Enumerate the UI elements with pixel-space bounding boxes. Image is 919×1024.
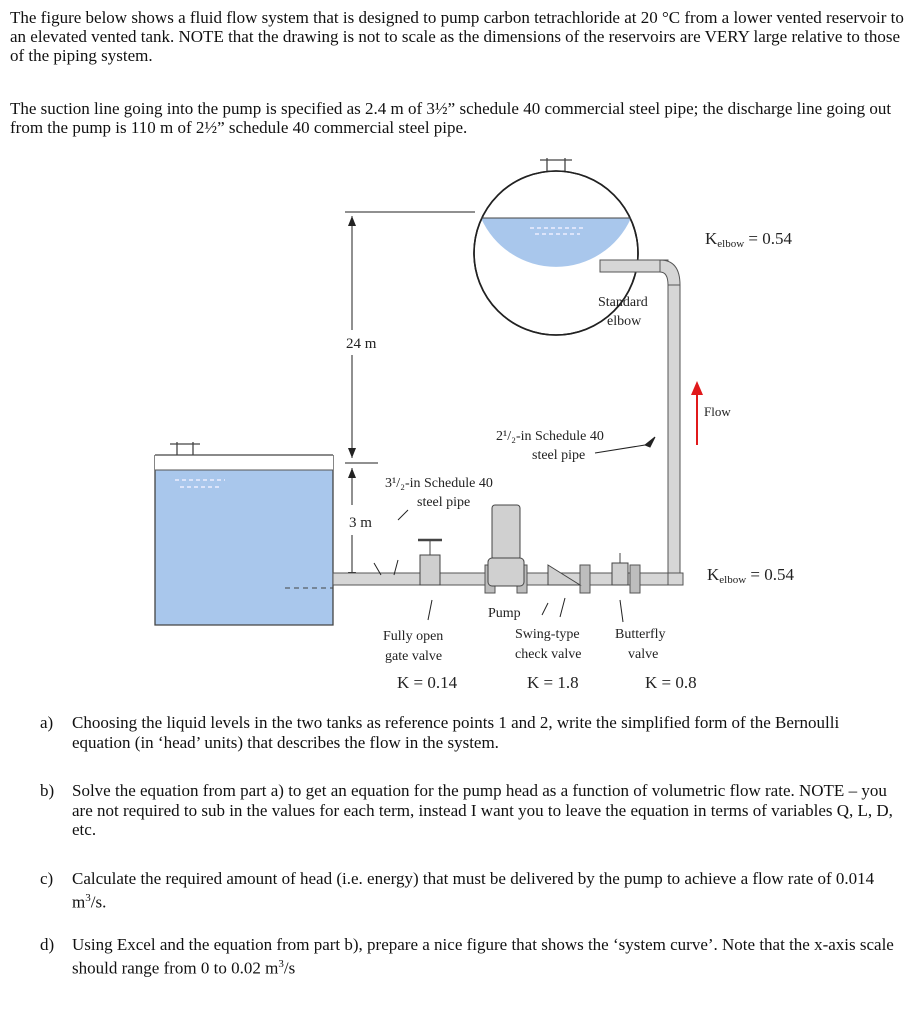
question-c-label: c) bbox=[40, 869, 54, 888]
elbow-k-top-sub: elbow bbox=[717, 238, 745, 250]
elbow-k-bottom-k: K bbox=[707, 565, 720, 584]
question-c-text-main: Calculate the required amount of head (i.e. energy) that must be delivered by the pump to achieve a flow rate of 0.014 m bbox=[72, 869, 875, 912]
intro-paragraph-2: The suction line going into the pump is specified as 2.4 m of 3½” schedule 40 commercial steel pipe; the discharge line going out from the pump is 110 m of 2½” schedule 40 commercial steel pipe. bbox=[10, 99, 892, 137]
gate-valve-label-1: Fully open bbox=[383, 629, 444, 644]
question-d-superscript: 3 bbox=[278, 957, 284, 970]
standard-elbow-label-1: Standard bbox=[598, 295, 648, 310]
height-label-24m: 24 m bbox=[346, 336, 377, 352]
elbow-k-top-value: = 0.54 bbox=[744, 229, 793, 248]
check-valve-label-1: Swing-type bbox=[515, 627, 580, 642]
butterfly-valve-label-1: Butterfly bbox=[615, 627, 666, 642]
pump-drawing bbox=[488, 505, 524, 586]
question-c-superscript: 3 bbox=[85, 891, 91, 904]
standard-elbow-label-2: elbow bbox=[607, 314, 642, 329]
question-a-label: a) bbox=[40, 713, 54, 732]
flow-arrow bbox=[691, 381, 703, 445]
question-d-text-main: Using Excel and the equation from part b), prepare a nice figure that shows the ‘system curve’. Note that the x-axis scale should range from 0 to 0.02 m bbox=[72, 935, 894, 978]
k-gate-valve: K = 0.14 bbox=[397, 673, 458, 692]
question-c-text bbox=[72, 869, 900, 912]
question-d-text-end: /s bbox=[283, 958, 296, 978]
discharge-pipe-label-1: 2¹/₂-in Schedule 40 bbox=[496, 429, 604, 444]
intro-paragraph-1: The figure below shows a fluid flow system that is designed to pump carbon tetrachloride at 20 °C from a lower vented reservoir to an elevated vented tank. NOTE that the drawing is not to scale as the dimensions of the reservoirs are VERY large relative to those of the piping system. bbox=[10, 8, 904, 65]
butterfly-valve-label-2: valve bbox=[628, 647, 659, 662]
question-b-text: Solve the equation from part a) to get an equation for the pump head as a function of volumetric flow rate. NOTE – you are not required to sub in the values for each term, instead I want you to leave the equation in terms of variables Q, L, D, etc. bbox=[72, 781, 893, 839]
elbow-k-bottom-value: = 0.54 bbox=[746, 565, 795, 584]
elbow-k-bottom bbox=[707, 565, 795, 586]
question-d-label: d) bbox=[40, 935, 55, 954]
gate-valve-drawing bbox=[418, 540, 442, 585]
flow-label: Flow bbox=[704, 404, 731, 419]
discharge-pipe-label-2: steel pipe bbox=[532, 448, 586, 463]
fluid-system-figure bbox=[0, 145, 919, 705]
suction-pipe-label-1: 3¹/₂-in Schedule 40 bbox=[385, 476, 493, 491]
check-valve-label-2: check valve bbox=[515, 647, 582, 662]
k-butterfly-valve: K = 0.8 bbox=[645, 673, 697, 692]
question-c-text-end: /s. bbox=[90, 892, 107, 912]
question-d bbox=[40, 935, 900, 978]
butterfly-valve-drawing bbox=[612, 553, 628, 585]
elbow-k-top-k: K bbox=[705, 229, 718, 248]
lower-tank bbox=[155, 442, 333, 625]
elbow-k-top bbox=[705, 229, 793, 250]
question-b-label: b) bbox=[40, 781, 55, 800]
gate-valve-label-2: gate valve bbox=[385, 649, 443, 664]
height-label-3m: 3 m bbox=[349, 515, 372, 531]
question-b bbox=[40, 781, 900, 840]
question-a bbox=[40, 713, 900, 752]
k-check-valve: K = 1.8 bbox=[527, 673, 579, 692]
question-d-text bbox=[72, 935, 900, 978]
suction-pipe-label-2: steel pipe bbox=[417, 495, 471, 510]
elbow-k-bottom-sub: elbow bbox=[719, 574, 747, 586]
pump-label: Pump bbox=[488, 606, 521, 621]
question-a-text: Choosing the liquid levels in the two tanks as reference points 1 and 2, write the simplified form of the Bernoulli equation (in ‘head’ units) that describes the flow in the system. bbox=[72, 713, 840, 752]
question-c bbox=[40, 869, 900, 912]
